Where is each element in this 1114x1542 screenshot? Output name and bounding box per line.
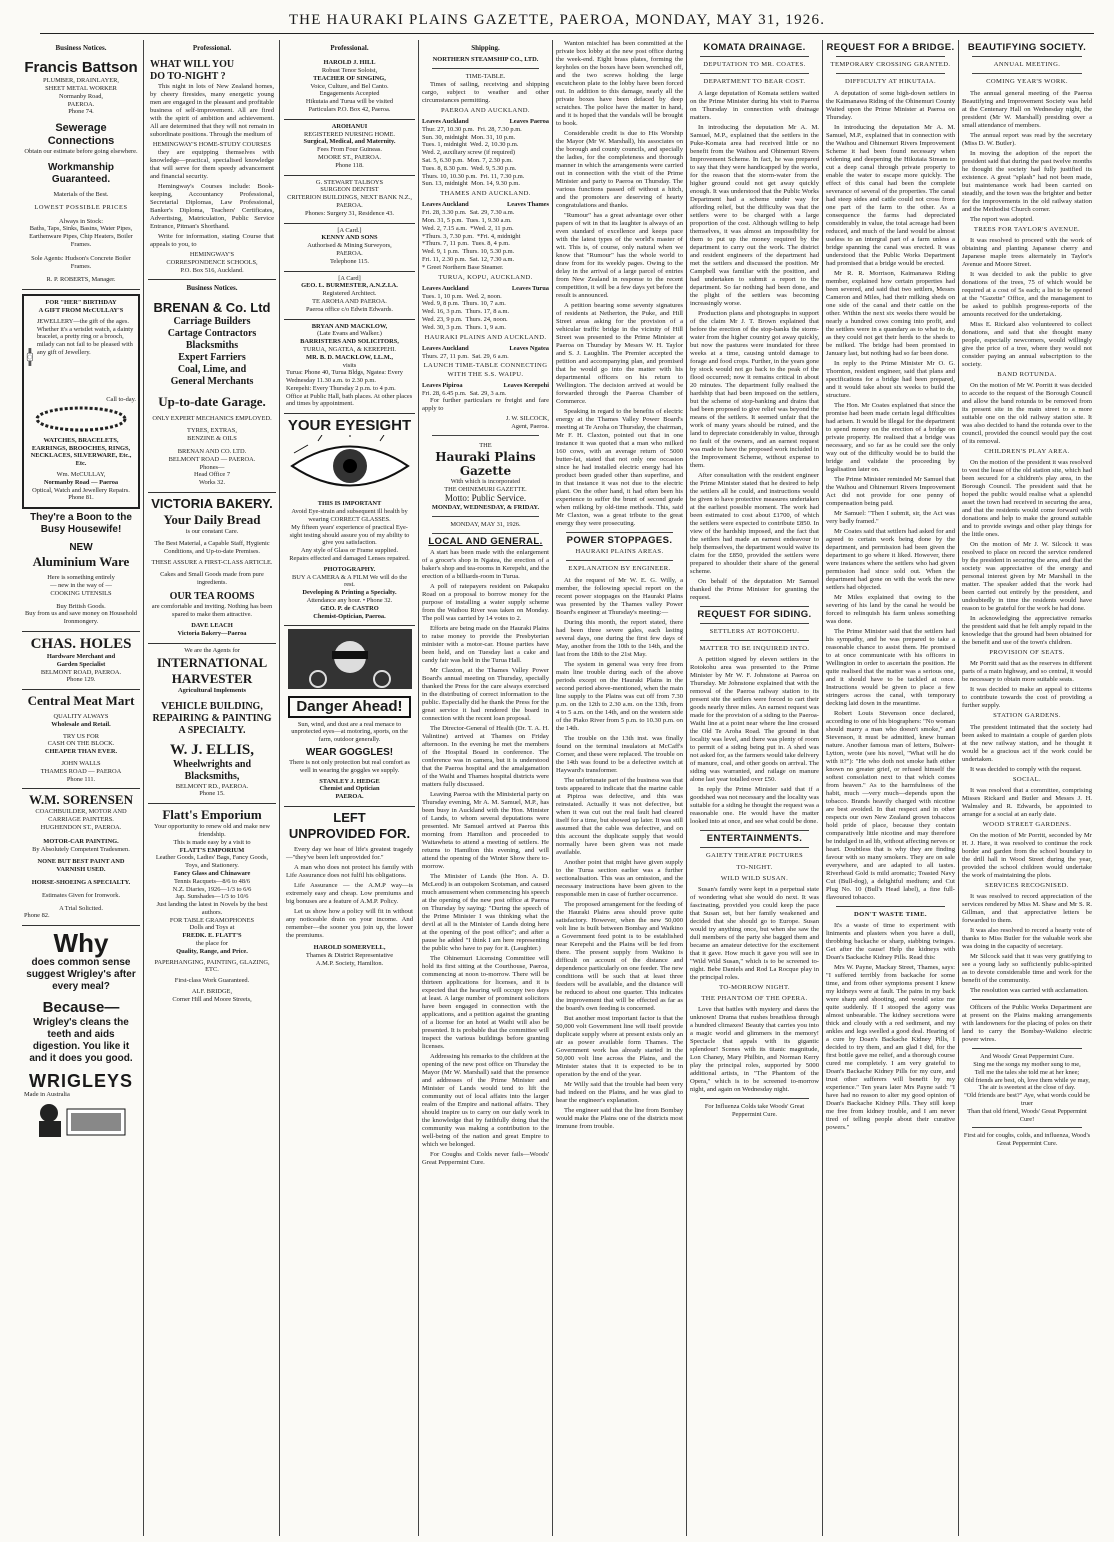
paragraph: Love that battles with mystery and dares the unknown! Drama that rushes breathless through a hundred climaxes! Beauty that carries you into a magic world and glimmers in the memory! Spectacle that appals with its gigantic splendour! Scenes with its titanic magnitude, Lon Chaney, Mary Philbin, and Norman Kerry play the principal roles, supported by 5000 additional artists, in "The Phantom of the Opera," which is to be screened to-morrow night, and again on Wednesday night. (690, 1006, 819, 1094)
arohanui-card: AROHANUI REGISTERED NURSING HOME. Surgical, Medical, and Maternity. Fees From Four Guineas. MOORE ST., PAEROA. Phone 118. (284, 120, 415, 176)
eyesight-ad: YOUR EYESIGHT THIS IS IMPORTANT Avoid Eye-strain and subsequent ill health by wearing CORRECT GLASSES. My fifteen years' experience of practical Eye-sight testing should assure you of my ability to give you satisfaction. Any style of Glass or Frame supplied. Repairs effected and damaged Lenses repaired. PHOTOGRAPHY. BUY A CAMERA & A FILM We will do the rest. Developing & Printing a Specialty. Attendance any hour. • Phone 32. GEO. P. de CASTRO Chemist-Optician, Paeroa. (284, 414, 415, 626)
timetable-row: Thurs. 10, 10.30 p.m. Fri. 11, 7.30 p.m. (422, 172, 525, 180)
paragraph: "Rumour" has a great advantage over other papers of wit in that its laughter is always of an even standard of excellence and keeps pace with the latest types of the world's master of wit. This is, of course, only natural when we know that "Rumour" has the whole world to draw from for its weekly pages. Owing to the delay in the arrival of a large parcel of entries from New Zealand in response to the recent competition, it will be a few days yet before the result is announced. (556, 212, 683, 299)
paragraph: On the motion of Mr W. Porritt it was decided to accede to the request of the Borough Council and allow the band rotunda to be removed from its present site in the main street to a more suitable one on the old railway station site. It was also decided to hand the rotunda over to the council, provided the council would pay the cost of its removal. (962, 382, 1092, 446)
doans-ad-article (826, 922, 955, 1132)
harvester-ad: We are the Agents for INTERNATIONAL HARVESTER Agricultural Implements VEHICLE BUILDING, REPAIRING & PAINTING A SPECIALTY. W. J. ELLIS, Wheelwrights and Blacksmiths, BELMONT RD., PAEROA. Phone 15. (148, 644, 276, 804)
trees-paragraphs (962, 237, 1092, 369)
timetable-row: Fri. 11, 2.30 p.m. Sat. 12, 7.30 a.m. (422, 255, 515, 263)
paragraph: Sing me the songs my mother sung to me, (973, 1061, 1081, 1069)
column-6: KOMATA DRAINAGE. DEPUTATION TO MR. COATES. DEPARTMENT TO BEAR COST. A large deputation of Komata settlers waited on the Prime Minister during his visit to Paeroa on Thursday in connection with drainage matters. In introducing the deputation Mr A. M. Samuel, M.P., explained that the settlers in the Puke-Komata area had received little or no benefit from the Waihou and Ohinemuri Rivers Improvement Scheme. In fact, he was prepared to say that they were handicapped by the works, for the reason that the storm-water from the higher ground could not get away quickly enough. It was understood that the Public Works Department had a scheme under way for affording relief, but the difficulty was that the settlers were to be charged with a large proportion of the cost. Although willing to help themselves, it was almost an impossibility for them to put up the money required by the department to carry out the work. The district and resident engineers of the department had met the settlers and discussed the position. Mr Campbell was familiar with the position, and had undertaken to submit a report to the department. So far nothing had been done, and the plight of the settlers was becoming increasingly worse. Production plans and photographs in support of the claim Mr J. T. Brown explained that before the erection of the stop-banks the storm-water from the higher country got away quickly, but now the pastures were inundated for three weeks at a time, causing untold damage to forage and food crops. Further, in the years gone by stock would not go back to the peak of the flood occurred; now it remains critical in about 20 minutes. The department fully realised the hardship that had been imposed on the settlers, but the scheme of stop-banking and drains that had been proposed to give relief was beyond the means of the settlers. It seemed unfair that the work of many years should be ruined, and the land to depreciate considerably in value, through no fault of the owners, and an earnest request was made to have the proposed work included in the Improvement Scheme, without expense to them. After consultation with the resident engineer the Prime Minister stated that he desired to help the settlers all he could, and instructions would be given to have protective measures undertaken at the earliest possible moment. The work had been estimated to cost about £1700, of which the settlers were expected to contribute £850. In view of the hardship imposed, and the fact that the settlers had made an earnest endeavour to help themselves, the department would waive its claim for the £850, provided the settlers were prepared to shoulder their share of the general scheme. On behalf of the deputation Mr Samuel thanked the Prime Minister for granting the request. REQUEST FOR SIDING. SETTLERS AT ROTOKOHU. MATTER TO BE INQUIRED INTO. A petition signed by eleven settlers in the Rotokohu area was presented to the Prime Minister by Mr W. F. Johnstone at Paeroa on Thursday. Mr Johnstone explained that with the removal of the Paeroa railway station to its present site the settlers were forced to cart their goods nearly three miles. An earnest request was made for the provision of a siding to the Paeroa-Waihi line at a point near where the line crossed the Old Te Aroha Road. The ground in that locality was level, and there was plenty of room to permit of a siding being put in. A shed was not asked for, as the farmers would take delivery of manure, coal, and other goods on arrival. The siding was warranted, and railage on manure alone last year totalled over £50. In reply the Prime Minister said that if a goodshed was not necessary and the locality was suitable for a siding he thought the request was a reasonable one. He would have the matter looked into at once, and see what could be done. ENTERTAINMENTS. GAIETY THEATRE PICTURES TO-NIGHT. WILD WILD SUSAN. Susan's family were kept in a perpetual state of wondering what she would do next. It was fascinating, provided you could keep the pace that Susan set, but her family weakened and decided that she should go to Europe. Susan would try anything once, but when she saw the dull members of the party she bagged them and became an amateur detective for the excitement that it gave. How much it gave you will see in "Wild Wild Susan," which is to be screened to-night. Bebe Daniels and Rod La Rocque play in the principal roles. TO-MORROW NIGHT. THE PHANTOM OF THE OPERA. Love that battles with mystery and dares the unknown! Drama that rushes breathless through a hundred climaxes! Beauty that carries you into a magic world and glimmers in the memory! Spectacle that appals with its gigantic splendour! Scenes with its titanic magnitude, Lon Chaney, Mary Philbin, and Norman Kerry play the principal roles, supported by 5000 additional artists, in "The Phantom of the Opera," which is to be screened to-morrow night, and again on Wednesday night. For Influenza Colds take Woods' Great Peppermint Cure. (690, 42, 819, 1119)
paragraph: The president intimated that the society had been asked to maintain a couple of garden plots at the new railway station, and he thought it would be a gracious act if the work could be undertaken. (962, 723, 1092, 763)
paragraph: Mr Samuel: "Then I submit, sir, the Act was very badly framed." (826, 509, 955, 525)
column-rule (418, 40, 419, 1536)
station-gardens-paragraphs (962, 724, 1092, 774)
paragraph: The Prime Minister reminded Mr Samuel that the Waihou and Ohinemuri Rivers Improvement Act did not provide for one penny of compensation being paid. (826, 475, 955, 507)
timetable-row: Tues. 1, midnight Wed. 2, 10.30 p.m. (422, 141, 519, 149)
article-heading: REQUEST FOR A BRIDGE. (826, 42, 955, 53)
paragraph: Wanton mischief has been committed at the private box lobby at the new post office during the week-end. Eight brass plates, forming the keyholes on the boxes have been wrenched off, and the two screws holding the large escutcheon plate to the lobby have been forced out. In addition to this damage, nearly all the private boxes have been defaced by deep scratches. The police have the matter in hand, and it is hoped that the vandals will be brought to book. (556, 40, 683, 127)
paragraph: The Minister of Lands (the Hon. A. D. McLeod) is an outspoken Scotsman, and caused much amusement when commencing his speech at the opening of the new post office at Paeroa on Thursday by saying: "During the speech of the Prime Minister I was thinking what the devil at all is the Minister of Lands doing here at the opening of the post office"; and after a pause he added "I think I am here representing the public who have to pay for it. (Laughter.) (422, 873, 549, 953)
timetable-row: Tues. 8, 8.30 p.m. Wed. 9, 5.30 p.m. (422, 164, 517, 172)
macklow-card: BRYAN AND MACKLOW, (Late Evans and Walker.) BARRISTERS AND SOLICITORS, TURUA, NGATEA, & KEREPEHI. MR. B. D. MACKLOW, LL.M., visits Turua: Phone 40, Turua Bldgs, Ngatea: Every Wednesday 11.30 a.m. to 2.30 p.m. Kerepehi: Every Thursday 2 p.m. to 4 p.m. Office at Public Hall, bath places. At other places and times by appointment. (284, 320, 415, 415)
paragraph: It was resolved that a committee, comprising Misses Rickard and Butler and Messrs J. H. Walmsley and R. Edwards, be appointed to arrange for a social at an early date. (962, 786, 1092, 818)
paragraph: Another point that might have given supply to the Turua section earlier was a further sectionalisation. This was an omission, and the necessary instructions have been given to the responsible men in case of further occurrence. (556, 858, 683, 898)
section-heading: Shipping. (471, 44, 500, 52)
victoria-bakery-ad: VICTORIA BAKERY. Your Daily Bread is our constant Care. The Best Material, a Capable Staff, Hygienic Conditions, and Up-to-date Premises. THESE ASSURE A FIRST-CLASS ARTICLE. Cakes and Small Goods made from pure ingredients. OUR TEA ROOMS are comfortable and inviting. Nothing has been spared to make them attractive. DAVE LEACH Victoria Bakery—Paeroa (148, 493, 276, 644)
sorensen-ad: W.M. SORENSEN COACHBUILDER, MOTOR AND CARRIAGE PAINTERS. HUGHENDON ST., PAEROA. MOTOR-CAR PAINTING. By Absolutely Competent Tradesmen. NONE BUT BEST PAINT AND VARNISH USED. HORSE-SHOEING A SPECIALTY. Estimates Given for Ironwork. A Trial Solicited. Phone 82. (22, 789, 140, 926)
paragraph: A start has been made with the enlargement of a grocer's shop in Ngatea, the erection of a baker's shop and tea-rooms in Kerepehi, and the erection of a billiards-room in Turua. (422, 549, 549, 581)
paragraph: In reply the Prime Minister said that if a goodshed was not necessary and the locality was suitable for a siding he thought the request was a reasonable one. He would have the matter looked into at once, and see what could be done. (690, 786, 819, 826)
amp-ad: LEFT UNPROVIDED FOR. Every day we hear of life's greatest tragedy—"they've been left unprovided for." A man who does not protect his family with Life Assurance does not fulfil his obligations. Life Assurance — the A.M.P way—is extremely easy and cheap. Low premiums and big bonuses are a feature of A.M.P. Policy. Let us show how a policy will fit in without any noticeable drain on your income. And remember—the sooner you join up, the lower the premiums. HAROLD SOMERVELL, Thames & District Representative A.M.P. Society, Hamilton. (286, 810, 413, 967)
bracelet-icon (31, 404, 131, 434)
paragraph: The Ohinemuri Licensing Committee will hold its first sitting at the Courthouse, Paeroa, commencing at noon to-morrow. There will be thirteen applications for licenses, and it is expected that the hearing will occupy two days at least. A large number of prominent solicitors have been engaged in connection with the applications, and a petition against the granting of a license for an hotel at Waihi will also be presented. It is probable that the committee will inspect the various buildings before granting licenses. (422, 955, 549, 1051)
wrigley-ad: Why does common sense suggest Wrigley's after every meal? Because— Wrigley's cleans the teeth and aids digestion. You like it and it does you good. WRIGLEYS Made in Australia (22, 926, 140, 1147)
paragraph: The resolution was carried with acclamation. (970, 987, 1089, 995)
paragraph: It was resolved to proceed with the work of obtaining and planting Japanese cherry and Japanese maple trees alternately in Taylor's Avenue and Moore Street. (962, 236, 1092, 268)
timetable-row: Wed. 9, 1 p.m. Thurs. 10, 5.30 p.m. (422, 248, 515, 256)
paragraph: It was decided to ask the public to give donations of the trees, 75 of which would be required at a cost of 5s each; a list to be opened at the "Gazette" Office, and the management to be asked to publish progress-reports of the amounts received for the undertaking. (962, 270, 1092, 318)
paragraph: Tell me the tales she told me at her knee; (974, 1068, 1080, 1076)
column-rule (143, 40, 144, 1536)
paragraph: Mr R. R. Morrison, Kaimanawa Riding member, explained how certain properties had been severed, and said that two settlers, Messrs Cameron and Miles, had their milking sheds on one side of the canal and their cattle on the other. Within the next six weeks there would be nearly a hundred cows coming into profit, and the settlers were in a quandary as to what to do, as they could not get their herds to the sheds to be milked. The bridge had been promised in January last, but nothing had so far been done. (826, 269, 955, 357)
paragraph: The proposed arrangement for the feeding of the Hauraki Plains area should prove quite satisfactory. However, when the new 50,000 volt line is built between Bombay and Waikino a Government feed point is to be established near Kerepehi and the Plains will be fed from there. The present supply from Waikino is difficult on account of the distance and dependence particularly on one feeder. The new conditions will be such that at least three feeders will be available, and the distance will be reduced to about one quarter. This indicates the improvement that will be effected as far as the board's own feeding is concerned. (556, 900, 683, 1012)
paragraph: On behalf of the deputation Mr Samuel thanked the Prime Minister for granting the request. (690, 577, 819, 601)
hill-card: HAROLD J. HILL Robust Tenor Soloist, TEACHER OF SINGING, Voice, Culture, and Bel Canto. Engagements Accepted Hikutaia and Turua will be visited Particulars P.O. Box 42, Paeroa. (284, 56, 415, 120)
timetable-turua (422, 293, 549, 332)
column-7: REQUEST FOR A BRIDGE. TEMPORARY CROSSING GRANTED. DIFFICULTY AT HIKUTAIA. A deputation of some high-down settlers in the Kaimanawa Riding of the Ohinemuri County Waited upon the Prime Minister at Paeroa on Thursday. In introducing the deputation Mr A. M. Samuel, M.P., explained that in connection with the Waihou and Ohinemuri Rivers Improvement Scheme it had been found necessary when widening and deepening the Hikutaia Stream to cut a deep canal through private property to enable the water to escape more quickly. The effect of this canal had been the complete severance of several of the properties. The canal had steep sides and cattle could not cross from one part of the farm to the other. As a consequence the farms had depreciated considerably in value, the total acreage had been reduced, and much of the land would be almost useless to an intergral part of a farm unless a bridge spanning the canal was erected. It was understood that the Public Works Department had promised that a bridge would be erected. Mr R. R. Morrison, Kaimanawa Riding member, explained how certain properties had been severed, and said that two settlers, Messrs Cameron and Miles, had their milking sheds on one side of the canal and their cattle on the other. Within the next six weeks there would be nearly a hundred cows coming into profit, and the settlers were in a quandary as to what to do, as they could not get their herds to the sheds to be milked. The bridge had been promised in January last, but nothing had so far been done. In reply to the Prime Minister Mr O. G. Thornton, resident engineer, said that plans and specifications for a bridge had been prepared, and it would take about six weeks to build the structure. The Hon. Mr Coates explained that since the promise had been made certain legal difficulties had arisen. It would be illegal for the department to spend money on the erection of a bridge on private property. He realised that a bridge was necessary, and so far as he could see the only way out of the difficulty would be to build the bridge and validate the proceeding by legalisation later on. The Prime Minister reminded Mr Samuel that the Waihou and Ohinemuri Rivers Improvement Act did not provide for one penny of compensation being paid. Mr Samuel: "Then I submit, sir, the Act was very badly framed." Mr Coates said that settlers had asked for and agreed to certain work being done by the department, and permission had been given the department to go where it liked. However, there were instances where the settlers who had given permission had since sold out. When the department had gone on with the work the new settlers had objected. Mr Miles explained that owing to the severing of his land by the canal he would be forced to relinquish his farm unless something was done. The Prime Minister said that the settlers had his sympathy, and he was prepared to take a reasonable chance to assist them. He promised to at once communicate with his officers in Wellington in order to ascertain the position. He quite realised that the matter was a serious one, and it should have to be tackled at once. Instructions would be given to place a few stringers across the canal, with temporary decking laid down in the meantime. Robert Louis Stevenson once declared, according to one of his biographers: "No woman should marry a man who doesn't smoke," and Stevenson, it must be admitted, knew human nature. Another famous man of letters, Bulwer-Lytton, wrote (see his novel, "What will he do with it?"): "He who doth not smoke hath either known no greater grief, or refused himself the softest consolation next to that which comes from heaven." As to the harmfulness of the habit, much —very much—depends upon the tobacco. Brands heavily charged with nicotine are best avoided. In that respect and in other respects our own New Zealand grown tobaccos hold pride of place, because they contain comparatively little nicotine and may therefore be indulged in ad lib, without affecting nerves or heart. Doubtless that is why they are finding favour with so many smokers. They are on sale everywhere, and are adapted to all tastes. Riverhead Gold is mild aromatic; Toasted Navy Cut (Bull-dog), a delightful medium; and Cut Plug No. 10 (Bull's Head label), a fine full-flavoured tobacco. DON'T WASTE TIME. It's a waste of time to experiment with liniments and plasters when you have a dull, throbbing backache or sharp, stabbing twinges. Get after the cause! Help the kidneys with Doan's Backache Kidney Pills. Read this: Mrs W. Payne, Mackay Street, Thames, says: "I suffered terribly from backache for some time, and from other symptoms present I knew my kidneys were at fault. The pains in my back were sharp and shooting, and would seize me quite suddenly. If I stooped the agony was almost unbearable. The kidney secretions were thick and cloudy with a red sediment, and my ankles and legs swelled a good deal. Hearing of a cure by Doan's Backache Kidney Pills, I decided to try them, and am glad I did, for the first bottle gave me relief, and a thorough course cured me completely. I am very grateful to Doan's Backache Kidney Pills for my cure, and trust other sufferers will benefit by my experience." Ten years later Mrs Payne said: "I have had no reason to alter my good opinion of Doan's Backache Kidney Pills. They still keep me free from kidney trouble, and I am never tired of telling people about their curative powers." (826, 42, 955, 1131)
paragraph: "Old friends are best?" Aye, what words could be truer (964, 1092, 1090, 1108)
bridge-article (826, 90, 955, 902)
paragraph: In reply to the Prime Minister Mr O. G. Thornton, resident engineer, said that plans and specifications for a bridge had been prepared, and it would take about six weeks to build the structure. (826, 359, 955, 399)
paragraph: Old friends are best, oh, love them while ye may, (964, 1076, 1090, 1084)
battson-ad: Francis Battson PLUMBER, DRAINLAYER, SHEET METAL WORKER Normanby Road, PAEROA. Phone 74. Sewerage Connections Obtain our estimate before going elsewhere. Workmanship Guaranteed. Materials of the Best. LOWEST POSSIBLE PRICES Always in Stock: Baths, Taps, Sinks, Basins, Water Pipes, Earthenware Pipes, Chip Heaters, Boiler Frames. Sole Agents: Hudson's Concrete Boiler Frames. R. P. ROBERTS, Manager. (22, 56, 140, 290)
paragraph: The system in general was very free from main line trouble during each of the above periods except on the Hauraki Plains in the second period above-mentioned, when the main line supply to the Plains was cut off from 7.30 p.m. on the 12th to 2.30 a.m. on the 13th, from 4 to 5 a.m. on the 14th, and on the western side of the Piako River from 5 p.m. to 10.30 p.m. on the 14th. (556, 660, 683, 732)
paragraph: A deputation of some high-down settlers in the Kaimanawa Riding of the Ohinemuri County Waited upon the Prime Minister at Paeroa on Thursday. (826, 89, 955, 121)
services-paragraphs (962, 893, 1092, 995)
paragraph: In introducing the deputation Mr A. M. Samuel, M.P., explained that in connection with the Waihou and Ohinemuri Rivers Improvement Scheme it had been found necessary when widening and deepening the Hikutaia Stream to cut a deep canal through private property to enable the water to escape more quickly. The effect of this canal had been the complete severance of several of the properties. The canal had steep sides and cattle could not cross from one part of the farm to the other. As a consequence the farms had depreciated considerably in value, the total acreage had been reduced, and much of the land would be almost useless to an intergral part of a farm unless a bridge spanning the canal was erected. It was understood that the Public Works Department had promised that a bridge would be erected. (826, 123, 955, 267)
paragraph: The engineer said that the line from Bombay would make the Plains one of the districts most immune from trouble. (556, 1106, 683, 1130)
paragraph: Production plans and photographs in support of the claim Mr J. T. Brown explained that before the erection of the stop-banks the storm-water from the higher country got away quickly, but now the pastures were inundated for three weeks at a time, causing untold damage to forage and food crops. Further, in the years gone by stock would not go back to the peak of the flood occurred; now it remains critical in about 20 minutes. The department fully realised the hardship that had been imposed on the settlers, but the scheme of stop-banking and drains that had been proposed to give relief was beyond the means of the settlers. It seemed unfair that the work of many years should be ruined, and the land to depreciate considerably in value, through no fault of the owners, and an earnest request was made to have the proposed work included in the Improvement Scheme, without expense to them. (690, 309, 819, 469)
timetable-row: Fri. 28, 3.30 p.m. Sat. 29, 7.30 a.m. (422, 209, 515, 217)
column-4: Shipping. NORTHERN STEAMSHIP CO., LTD. TIME-TABLE. Times of sailing, receiving and shipping cargo, subject to weather and other circumstances permitting. PAEROA AND AUCKLAND. Leaves Auckland Leaves Paeroa Thur. 27, 10.30 p.m. Fri. 28, 7.30 p.m. Sun. 30, midnight Mon. 31, 10 p.m. Tues. 1, midnight Wed. 2, 10.30 p.m. Wed. 2, auxiliary screw (if required) Sat. 5, 6.30 p.m. Mon. 7, 2.30 p.m. Tues. 8, 8.30 p.m. Wed. 9, 5.30 p.m. Thurs. 10, 10.30 p.m. Fri. 11, 7.30 p.m. Sun. 13, midnight Mon. 14, 9.30 p.m. THAMES AND AUCKLAND. Leaves Auckland Leaves Thames Fri. 28, 3.30 p.m. Sat. 29, 7.30 a.m. Mon. 31, 5 p.m. Tues. 1, 9.30 a.m. Wed. 2, 7.15 a.m. *Wed. 2, 11 p.m. *Thurs. 3, 7.30 p.m. *Fri. 4, midnight *Thurs. 7, 11 p.m. Tues. 8, 4 p.m. Wed. 9, 1 p.m. Thurs. 10, 5.30 p.m. Fri. 11, 2.30 p.m. Sat. 12, 7.30 a.m. * Greet Northern Base Steamer. TURUA, KOPU, AUCKLAND. Leaves Auckland Leaves Turua Tues. 1, 10 p.m. Wed. 2, noon. Wed. 9, 8 p.m. Thurs. 10, 7 a.m. Wed. 16, 3 p.m. Thurs. 17, 8 a.m. Wed. 23, 9 p.m. Thurs. 24, noon. Wed. 30, 3 p.m. Thurs. 1, 9 a.m. HAURAKI PLAINS AND AUCKLAND. Leaves Auckland Leaves Ngatea Thurs. 27, 11 p.m. Sat. 29, 6 a.m. LAUNCH TIME-TABLE CONNECTING WITH THE S.S. WAIPU. Leaves Pipiroa Leaves Kerepehi Fri. 28, 6.45 p.m. Sat. 29, 3 a.m. For further particulars re freight and fare apply to J. W. SILCOCK, Agent, Paeroa. THE Hauraki Plains Gazette With which is incorporated THE OHINEMURI GAZETTE. Motto: Public Service. MONDAY, WEDNESDAY, & FRIDAY. MONDAY, MAY 31, 1926. LOCAL AND GENERAL. A start has been made with the enlargement of a grocer's shop in Ngatea, the erection of a baker's shop and tea-rooms in Kerepehi, and the erection of a billiards-room in Turua. A poll of ratepayers resident on Pakapaku Road on a proposal to borrow money for the purpose of installing a water supply scheme from the Waihou River was taken on Monday. The poll was carried by 14 votes to 2. Efforts are being made on the Hauraki Plains to raise money to provide the Presbyterian minister with a motor-car. House parties have been held, and on Tuesday last a cake and candy fair was held in the Turua Hall. Mr Claxton, at the Thames Valley Power Board's annual meeting on Thursday, specially thanked the Press for the care always exercised in the distributing of correct information to the public. Especially did he thank the Press for the great service it had rendered the board in connection with the recent loan proposal. The Director-General of Health (Dr. T. A. H. Valintine) arrived at Thames on Friday afternoon. In the evening he met the members of the Hospital Board in conference. The conference was in camera, but it is understood that the Paeroa hospital and the amalgamation of the Waihi and Thames hospital districts were matters fully discussed. Leaving Paeroa with the Ministerial party on Thursday evening, Mr A. M. Samuel, M.P., has been busy in Auckland with the Hon. Minister of Lands, to whom several deputations were presented. Mr Samuel arrived at Paeroa this morning from Hamilton and proceeded to Waitawheta to attend a meeting of settlers. He returns to Hamilton this evening, and will attend the opening of the Winter Show there to-morrow. The Minister of Lands (the Hon. A. D. McLeod) is an outspoken Scotsman, and caused much amusement when commencing his speech at the opening of the new post office at Paeroa on Thursday by saying: "During the speech of the Prime Minister I was thinking what the devil at all is the Minister of Lands doing here at the opening of the post office"; and after a pause he added "I think I am here representing the public who have to pay for it. (Laughter.) The Ohinemuri Licensing Committee will hold its first sitting at the Courthouse, Paeroa, commencing at noon to-morrow. There will be thirteen applications for licenses, and it is expected that the hearing will occupy two days at least. A large number of prominent solicitors have been engaged in connection with the applications, and a petition against the granting of a license for an hotel at Waihi will also be presented. It is probable that the committee will inspect the various buildings before granting licenses. Addressing his remarks to the children at the opening of the new post office on Thursday the Mayor (Mr W. Marshall) said that the presence and addresses of the Prime Minister and Minister of Lands would tend to lift the community out of local affairs into the larger realm of the Empire and national affairs. They should inspire us to carry on our daily work in the knowledge that by faithfully doing that the community was making a contribution to the well-being of the nation and great Empire to which we belonged. For Coughs and Colds never fails—Woods' Great Peppermint Cure. (422, 44, 549, 1167)
paragraph: After consultation with the resident engineer the Prime Minister stated that he desired to help the settlers all he could, and instructions would be given to have protective measures undertaken at the earliest possible moment. The work had been estimated to cost about £1700, of which the settlers were expected to contribute £850. In view of the hardship imposed, and the fact that the settlers had made an earnest endeavour to help themselves, the department would waive its claim for the £850, provided the settlers were prepared to shoulder their share of the general scheme. (690, 471, 819, 575)
timetable-row: Mon. 31, 5 p.m. Tues. 1, 9.30 a.m. (422, 216, 512, 224)
play-area-paragraphs (962, 459, 1092, 647)
column-rule (686, 40, 687, 1536)
page-title: THE HAURAKI PLAINS GAZETTE, PAEROA, MONDAY, MAY 31, 1926. (288, 12, 826, 28)
paragraph: It's a waste of time to experiment with liniments and plasters when you have a dull, throbbing backache or sharp, stabbing twinges. Get after the cause! Help the kidneys with Doan's Backache Kidney Pills. Read this: (826, 921, 955, 961)
paragraph: Mr Coates said that settlers had asked for and agreed to certain work being done by the department, and permission had been given the department to go where it liked. However, there were instances where the settlers who had given permission had since sold out. When the department had gone on with the work the new settlers had objected. (826, 527, 955, 591)
timetable-row: Wed. 16, 3 p.m. Thurs. 17, 8 a.m. (422, 308, 510, 316)
article-heading: LOCAL AND GENERAL. (428, 535, 543, 547)
timetable-paeroa (422, 126, 549, 188)
paragraph: Efforts are being made on the Hauraki Plains to raise money to provide the Presbyterian minister with a motor-car. House parties have been held, and on Tuesday last a cake and candy fair was held in the Turua Hall. (422, 625, 549, 665)
paragraph: The Hon. Mr Coates explained that since the promise had been made certain legal difficulties had arisen. It would be illegal for the department to spend money on the erection of a bridge on private property. He realised that a bridge was necessary, and so far as he could see the only way out of the difficulty would be to build the bridge and validate the proceeding by legalisation later on. (826, 401, 955, 473)
paragraph: A petition bearing some seventy signatures of residents at Netherton, the Puke, and Hill Street areas asking for the provision of a vehicular traffic bridge in the vicinity of Hill Street was presented to the Prime Minister at Paeroa on Thursday by Messrs W. H. Taylor and S. J. Laughlin. The Premier accepted the petition and accompanying plan, and promised that he would go into the matter with his departmental officers on his return to Wellington. The decision arrived at would be forwarded through the Paeroa Chamber of Commerce. (556, 302, 683, 405)
rotunda-paragraphs (962, 382, 1092, 446)
paragraph: A poll of ratepayers resident on Pakapaku Road on a proposal to borrow money for the purpose of installing a water supply scheme from the Waihou River was taken on Monday. The poll was carried by 14 votes to 2. (422, 583, 549, 623)
article-heading: KOMATA DRAINAGE. (703, 42, 806, 53)
timetable-thames (422, 209, 549, 271)
paragraph: Mr Porritt said that as the reserves in different parts of a main highway, and so central, it would be necessary to obtain more suitable seats. (962, 660, 1092, 684)
column-5: Wanton mischief has been committed at the private box lobby at the new post office during the week-end. Eight brass plates, forming the keyholes on the boxes have been wrenched off, and the two screws holding the large escutcheon plate to the lobby have been forced out. In addition to this damage, nearly all the private boxes have been defaced by deep scratches. The police have the matter in hand, and it is hoped that the vandals will be brought to book. Considerable credit is due to His Worship the Mayor (Mr W. Marshall), his associates on the borough and county councils, and specially the ladies, for the completeness and thorough manner in which the arrangements were carried out in connection with the visit of the Prime Minister and party to Paeroa on Thursday. The various functions passed off without a hitch, and the promoters are deserving of hearty congratulations and thanks. "Rumour" has a great advantage over other papers of wit in that its laughter is always of an even standard of excellence and keeps pace with the latest types of the world's master of wit. This is, of course, only natural when we know that "Rumour" has the whole world to draw from for its weekly pages. Owing to the delay in the arrival of a large parcel of entries from New Zealand in response to the recent competition, it will be a few days yet before the result is announced. A petition bearing some seventy signatures of residents at Netherton, the Puke, and Hill Street areas asking for the provision of a vehicular traffic bridge in the vicinity of Hill Street was presented to the Prime Minister at Paeroa on Thursday by Messrs W. H. Taylor and S. J. Laughlin. The Premier accepted the petition and accompanying plan, and promised that he would go into the matter with his departmental officers on his return to Wellington. The decision arrived at would be forwarded through the Paeroa Chamber of Commerce. Speaking in regard to the benefits of electric energy at the Thames Valley Power Board's meeting at Te Aroha on Thursday, the chairman, Mr F. H. Claxton, pointed out that in one instance it was quoted that a man who milked 160 cows, with an average return of 5000 butter-fat, stated that not only one occasion since he had installed electric energy had his product been graded other than superfine, and in that instance it was not due to the electric plant. On the other hand, it had often been his experience to suffer the brunt of second grade when milking by old-time methods. This, said Mr Claxton, was a great tribute to the great energy they were prosecuting. POWER STOPPAGES. HAURAKI PLAINS AREAS. EXPLANATION BY ENGINEER. At the request of Mr W. E. G. Willy, a member, the following special report on the recent power stoppages on the Hauraki Plains was presented by the Thames valley Power Board's engineer at Thursday's meeting:— During this month, the report stated, there had been three severe gales, each lasting several days, one during the first few days of May, another from the 10th to the 14th, and the last from the 18th to the 21st May. The system in general was very free from main line trouble during each of the above periods except on the Hauraki Plains in the second period above-mentioned, when the main line supply to the Plains was cut off from 7.30 p.m. on the 12th to 2.30 a.m. on the 13th, from 4 to 5 a.m. on the 14th, and on the western side of the Piako River from 5 p.m. to 10.30 p.m. on the 14th. The trouble on the 13th inst. was finally found on the terminal insulators at McCaff's Corner, and these were replaced. The trouble on the 14th was found to be a defective switch at Hayward's transformer. The unfortunate part of the business was that tests appeared to indicate that the marine cable at Pipiroa was defective, and this was reinstated. Actually it was not defective, but when it was cut out the real fault had cleared itself for a time, but showed up later. It was still assumed that the cable was defective, and on this account the duplicate supply that would normally have been given was not made available. Another point that might have given supply to the Turua section earlier was a further sectionalisation. This was an omission, and the necessary instructions have been given to the responsible men in case of further occurrence. The proposed arrangement for the feeding of the Hauraki Plains area should prove quite satisfactory. However, when the new 50,000 volt line is built between Bombay and Waikino a Government feed point is to be established near Kerepehi and the Plains will be fed from there. The present supply from Waikino is difficult on account of the distance and dependence particularly on one feeder. The new conditions will be such that at least three feeders will be available, and the distance will be reduced to about one quarter. This indicates the improvement that will be effected as far as the board's own feeding is concerned. But another most important factor is that the 50,000 volt Government line will itself provide duplicate supply where at present exists only an air as power available form Thames. The Government work has already started in the 50,000 volt line across the Plains, and the Minister states that it is expected to be in operation by the end of the year. Mr Willy said that the trouble had been very bad indeed on the Plains, and he was glad to hear the engineer's explanation. The engineer said that the line from Bombay would make the Plains one of the districts most immune from trouble. (556, 40, 683, 1130)
social-paragraphs (962, 787, 1092, 819)
timetable-row: Sun. 13, midnight Mon. 14, 9.30 p.m. (422, 180, 520, 188)
public-works-paragraph (962, 1004, 1092, 1044)
paragraph: Addressing his remarks to the children at the opening of the new post office on Thursday the Mayor (Mr W. Marshall) said that the presence and addresses of the Prime Minister and Minister of Lands would tend to lift the community out of local affairs into the larger realm of the Empire and national affairs. They should inspire us to carry on our daily work in the knowledge that by faithfully doing that the community was making a contribution to the well-being of the nation and great Empire to which we belonged. (422, 1053, 549, 1149)
brenan-ad: BRENAN & Co. Ltd Carriage Builders Cartage Contractors Blacksmiths Expert Farriers Coal, Lime, and General Merchants Up-to-date Garage. ONLY EXPERT MECHANICS EMPLOYED. TYRES, EXTRAS, BENZINE & OILS BRENAN AND CO. LTD. BELMONT ROAD — PAEROA. Phones— Head Office 7 Works 32. (148, 297, 276, 493)
timetable-row: *Thurs. 3, 7.30 p.m. *Fri. 4, midnight (422, 232, 521, 240)
paragraph: Mr Silcock said that it was very gratifying to see a young lady so sufficiently public-spirited as to devote considerable time and work for the benefit of the community. (962, 953, 1092, 985)
paragraph: On the motion of Mr J. W. Silcock it was resolved to place on record the service rendered by the president in securing the area, and that the society was appreciative of the energy and personal interest given by Mr Marshall in the matter. The speaker added that the work had been carried out entirely by the president, and undoubtedly in time the residents would have reason to be grateful for the work he had done. (962, 541, 1092, 613)
timetable-row: Wed. 9, 8 p.m. Thurs. 10, 7 a.m. (422, 300, 506, 308)
eye-icon (288, 435, 412, 497)
column-rule (822, 40, 823, 1536)
timetable-row: Sat. 5, 6.30 p.m. Mon. 7, 2.30 p.m. (422, 156, 513, 164)
column-8: BEAUTIFYING SOCIETY. ANNUAL MEETING. COMING YEAR'S WORK. The annual general meeting of the Paeroa Beautifying and Improvement Society was held at the Centenary Hall on Wednesday night, the president (Mr W. Marshall) presiding over a small attendance of members. The annual report was read by the secretary (Miss D. W. Butler). In moving the adoption of the report the president said that during the past twelve months he thought the society had fully justified its existence. A great "splash" had not been made, but maintenance work had been carried on steadily, and the town was the brighter and better for the improvements in the old railway station and the Methodist Church corner. The report was adopted. TREES FOR TAYLOR'S AVENUE. It was resolved to proceed with the work of obtaining and planting Japanese cherry and Japanese maple trees alternately in Taylor's Avenue and Moore Street. It was decided to ask the public to give donations of the trees, 75 of which would be required at a cost of 5s each; a list to be opened at the "Gazette" Office, and the management to be asked to publish progress-reports of the amounts received for the undertaking. Miss E. Rickard also volunteered to collect donations, and said that she thought many people, especially newcomers, would willingly give the price of a tree, where they would not consider paying an annual subscription to the society. BAND ROTUNDA. On the motion of Mr W. Porritt it was decided to accede to the request of the Borough Council and allow the band rotunda to be removed from its present site in the main street to a more suitable one on the old railway station site. It was also decided to hand the rotunda over to the council, provided the council would pay the cost of its removal. CHILDREN'S PLAY AREA. On the motion of the president it was resolved to vest the lease of the old station site, which had been secured for a children's play area, in the Borough Council. The president said that he hoped the public would realise what a splendid asset the town had received in securing the area, and that the residents would come forward with donations and help to make the ground suitable and to provide swings and other play things for the little ones. On the motion of Mr J. W. Silcock it was resolved to place on record the service rendered by the president in securing the area, and that the society was appreciative of the energy and personal interest given by Mr Marshall in the matter. The speaker added that the work had been carried out entirely by the president, and undoubtedly in time the residents would have reason to be grateful for the work he had done. In acknowledging the appreciative remarks the president said that he felt amply repaid in the knowledge that the ground had been obtained for the benefit and use of the town's children. PROVISION OF SEATS. Mr Porritt said that as the reserves in different parts of a main highway, and so central, it would be necessary to obtain more suitable seats. It was decided to make an appeal to citizens to contribute towards the cost of providing a further supply. STATION GARDENS. The president intimated that the society had been asked to maintain a couple of garden plots at the new railway station, and he thought it would be a gracious act if the work could be undertaken. It was decided to comply with the request. SOCIAL. It was resolved that a committee, comprising Misses Rickard and Butler and Messrs J. H. Walmsley and R. Edwards, be appointed to arrange for a social at an early date. WOOD STREET GARDENS. On the motion of Mr Porritt, seconded by Mr H. J. Hare, it was resolved to continue the rock border and garden from the school boundary to the drill hall in Wood Street during the year, provided the school children would undertake the work of maintaining the plots. SERVICES RECOGNISED. It was resolved to record appreciation of the services rendered by Miss M. Shaw and Mr S. R. Gillman, and that appreciative letters be forwarded to them. It was also resolved to record a hearty vote of thanks to Miss Butler for the valuable work she was doing in the capacity of secretary. Mr Silcock said that it was very gratifying to see a young lady so sufficiently public-spirited as to devote considerable time and work for the benefit of the community. The resolution was carried with acclamation. Officers of the Public Works Department are at present on the Plains making arrangements with landowners for the placing of poles on their land to carry the Bombay-Waikino electric power wires. And Woods' Great Peppermint Cure. Sing me the songs my mother sung to me, Tell me the tales she told me at her knee; Old friends are best, oh, love them while ye may, The air is sweetest at the close of day. "Old friends are best?" Aye, what words could be truer Than that old friend, Woods' Great Peppermint Cure! First aid for coughs, colds, and influenza, Wood's Great Peppermint Cure. (962, 42, 1092, 1148)
news-paragraphs (556, 40, 683, 528)
article-heading: REQUEST FOR SIDING. (697, 608, 812, 620)
paragraph: Than that old friend, Woods' Great Peppermint Cure! (967, 1107, 1087, 1123)
kenny-card: [A Card.] KENNY AND SONS Authorised & Mining Surveyors, PAEROA. Telephone 115. (284, 224, 415, 272)
timetable-hauraki (422, 353, 549, 361)
timetable-row: Wed. 2, auxiliary screw (if required) (422, 149, 515, 157)
masthead (0, 0, 1114, 40)
paragraph: Robert Louis Stevenson once declared, according to one of his biographers: "No woman should marry a man who doesn't smoke," and Stevenson, it must be admitted, knew human nature. Another famous man of letters, Bulwer-Lytton, wrote (see his novel, "What will he do with it?"): "He who doth not smoke hath either known no greater grief, or refused himself the softest consolation next to that which comes from heaven." As to the harmfulness of the habit, much —very much—depends upon the tobacco. Brands heavily charged with nicotine are best avoided. In that respect and in other respects our own New Zealand grown tobaccos hold pride of place, because they contain comparatively little nicotine and may therefore be indulged in ad lib, without affecting nerves or heart. Doubtless that is why they are finding favour with so many smokers. They are on sale everywhere, and are adapted to all tastes. Riverhead Gold is mild aromatic; Toasted Navy Cut (Bull-dog), a delightful medium; and Cut Plug No. 10 (Bull's Head label), a fine full-flavoured tobacco. (826, 709, 955, 901)
timetable-row: Sun. 30, midnight Mon. 31, 10 p.m. (422, 133, 516, 141)
entertainments-article-2 (690, 1006, 819, 1094)
paragraph: But another most important factor is that the 50,000 volt Government line will itself provide duplicate supply where at present exists only an air as power available form Thames. The Government work has already started in the 50,000 volt line across the Plains, and the Minister states that it is expected to be in operation by the end of the year. (556, 1014, 683, 1078)
motorcyclist-image (288, 629, 412, 689)
section-heading: Business Notices. (186, 284, 238, 293)
section-heading: Professional. (192, 44, 232, 52)
local-general-article (422, 549, 549, 1167)
paragraph: The annual report was read by the secretary (Miss D. W. Butler). (962, 131, 1092, 147)
komata-article (690, 90, 819, 602)
paragraph: The Director-General of Health (Dr. T. A. H. Valintine) arrived at Thames on Friday afternoon. In the evening he met the members of the Hospital Board in conference. The conference was in camera, but it is understood that the Paeroa hospital and the amalgamation of the Waihi and Thames hospital districts were matters fully discussed. (422, 725, 549, 789)
holes-ad: CHAS. HOLES Hardware Merchant and Garden Specialist BELMONT ROAD, PAEROA. Phone 129. (22, 632, 140, 690)
paragraph: It was also resolved to record a hearty vote of thanks to Miss Butler for the valuable work she was doing in the capacity of secretary. (962, 927, 1092, 951)
paragraph: Mr Miles explained that owing to the severing of his land by the canal he would be forced to relinquish his farm unless something was done. (826, 593, 955, 625)
timetable-row: Fri. 28, 6.45 p.m. Sat. 29, 3 a.m. (422, 389, 507, 397)
paragraph: During this month, the report stated, there had been three severe gales, each lasting several days, one during the first few days of May, another from the 10th to the 14th, and the last from the 18th to the 21st May. (556, 618, 683, 658)
timetable-row: *Thurs. 7, 11 p.m. Tues. 8, 4 p.m. (422, 240, 510, 248)
paragraph: The unfortunate part of the business was that tests appeared to indicate that the marine cable at Pipiroa was defective, and this was reinstated. Actually it was not defective, but when it was cut out the real fault had cleared itself for a time, but showed up later. It was still assumed that the cable was defective, and on this account the duplicate supply that would normally have been given was not made available. (556, 776, 683, 856)
paragraph: The air is sweetest at the close of day. (978, 1084, 1076, 1092)
advertiser-name: Francis Battson (24, 59, 138, 77)
paragraph: It was decided to comply with the request. (970, 765, 1082, 773)
timetable-row: Wed. 30, 3 p.m. Thurs. 1, 9 a.m. (422, 323, 506, 331)
paragraph: Mr Claxton, at the Thames Valley Power Board's annual meeting on Thursday, specially thanked the Press for the care always exercised in the distributing of correct information to the public. Especially did he thank the Press for the great service it had rendered the board in connection with the recent loan proposal. (422, 667, 549, 723)
article-heading: BEAUTIFYING SOCIETY. (967, 42, 1087, 53)
timetable-launch (422, 390, 549, 398)
hemingway-ad: WHAT WILL YOU DO TO-NIGHT ? This night in lots of New Zealand homes, by cheery firesides, many energetic young men are engaged in the pleasant and profitable business of self-improvement. All are fired with the spirit of ambition and achievement. All are determined that they will not remain in subordinate positions. Through the medium of HEMINGWAY'S HOME-STUDY COURSES they are equipping themselves with knowledge—practical, specialised knowledge that will serve for them speedy advancement and financial security. Hemingway's Courses include: Book-keeping, Accountancy Professional, Secretarial Diplomas, Law Professional, Banker's Diploma, Teachers' Certificates, Advertising, Matriculation, Public Service Entrance, Pitman's Shorthand. Write for information, stating Course that appeals to you, to HEMINGWAY'S CORRESPONDENCE SCHOOLS, P.O. Box 516, Auckland. (148, 56, 276, 280)
timetable-row: * Greet Northern Base Steamer. (422, 263, 504, 271)
article-heading: POWER STOPPAGES. (566, 535, 673, 546)
paragraph: The Prime Minister said that the settlers had his sympathy, and he was prepared to take a reasonable chance to assist them. He promised to at once communicate with his officers in Wellington in order to ascertain the position. He quite realised that the matter was a serious one, and it should have to be tackled at once. Instructions would be given to place a few stringers across the canal, with temporary decking laid down in the meantime. (826, 627, 955, 707)
paragraph: On the motion of the president it was resolved to vest the lease of the old station site, which had been secured for a children's play area, in the Borough Council. The president said that he hoped the public would realise what a splendid asset the town had received in securing the area, and that the residents would come forward with donations and help to make the ground suitable and to provide swings and other play things for the little ones. (962, 459, 1092, 539)
seats-paragraphs (962, 660, 1092, 710)
paragraph: Speaking in regard to the benefits of electric energy at the Thames Valley Power Board's meeting at Te Aroha on Thursday, the chairman, Mr F. H. Claxton, pointed out that in one instance it was quoted that a man who milked 160 cows, with an average return of 5000 butter-fat, stated that not only one occasion since he had installed electric energy had his product been graded other than superfine, and in that instance it was not due to the electric plant. On the other hand, it had often been his experience to suffer the brunt of second grade when milking by old-time methods. This, said Mr Claxton, was a great tribute to the great energy they were prosecuting. (556, 408, 683, 527)
timetable-row: Wed. 23, 9 p.m. Thurs. 24, noon. (422, 315, 508, 323)
meat-mart-ad: Central Meat Mart QUALITY ALWAYS Wholesale and Retail. TRY US FOR CASH ON THE BLOCK. CHEAPER THAN EVER. JOHN WALLS THAMES ROAD — PAEROA Phone 111. (22, 690, 140, 789)
paragraph: Mr Willy said that the trouble had been very bad indeed on the Plains, and he was glad to hear the engineer's explanation. (556, 1080, 683, 1104)
article-heading: ENTERTAINMENTS. (706, 833, 803, 845)
paragraph: At the request of Mr W. E. G. Willy, a member, the following special report on the recent power stoppages on the Hauraki Plains was presented by the Thames valley Power Board's engineer at Thursday's meeting:— (556, 576, 683, 616)
column-rule (279, 40, 280, 1536)
mccullay-ad: FOR "HER" BIRTHDAY A GIFT FROM McCULLAY'S JEWELLERY—the gift of the ages. Whether it's a wristlet watch, a dainty bracelet, a pretty ring or a brooch, milady can not fail to be pleased with any gift of Jewellery. Call to-day. WATCHES, BRACELETS, EARRINGS, BROOCHES, RINGS, NECKLACES, SILVERWARE, Etc., Etc. Wm. McCULLAY, Normanby Road — Paeroa Optical, Watch and Jewellery Repairs. Phone 81. (22, 294, 140, 509)
paragraph: In acknowledging the appreciative remarks the president said that he felt amply repaid in the knowledge that the ground had been obtained for the benefit and use of the town's children. (962, 615, 1092, 647)
wristwatch-icon (26, 318, 34, 396)
paragraph: A large deputation of Komata settlers waited on the Prime Minister during his visit to Paeroa on Thursday in connection with drainage matters. (690, 89, 819, 121)
power-stoppages-article (556, 577, 683, 1131)
section-heading: Business Notices. (55, 44, 107, 52)
column-1 (22, 40, 140, 1536)
siding-article (690, 656, 819, 826)
newspaper-nameplate: Hauraki Plains Gazette (435, 449, 536, 478)
society-article (962, 90, 1092, 224)
goggles-ad: Danger Ahead! Sun, wind, and dust are a real menace to unprotected eyes—at motoring, sports, on the farm, outdoor generally. WEAR GOGGLES! There is not only protection but real comfort as well in wearing the goggles we supply. STANLEY J. HEDGE Chemist and Optician PAEROA. (284, 626, 415, 807)
paragraph: The trouble on the 13th inst. was finally found on the terminal insulators at McCaff's Corner, and these were replaced. The trouble on the 14th was found to be a defective switch at Hayward's transformer. (556, 734, 683, 774)
paragraph: Miss E. Rickard also volunteered to collect donations, and said that she thought many people, especially newcomers, would willingly give the price of a tree, where they would not consider paying an annual subscription to the society. (962, 320, 1092, 368)
paragraph: In moving the adoption of the report the president said that during the past twelve months he thought the society had fully justified its existence. A great "splash" had not been made, but maintenance work had been carried on steadily, and the town was the brighter and better for the improvements in the old railway station and the Methodist Church corner. (962, 149, 1092, 213)
flatt-emporium-ad: Flatt's Emporium Your opportunity to renew old and make new friendship. This is made easy by a visit to FLATT'S EMPORIUM Leather Goods, Ladies' Bags, Fancy Goods, Toys, and Stationery. Fancy Glass and Chinaware Tennis Racquets—8/6 to 48/6 N.Z. Diaries, 1926—1/3 to 6/6 Jap. Sunshades—1/3 to 10/6 Just landing the latest in Novels by the best authors. FOR TABLE GRAMOPHONES Dolls and Toys at FREDK. E. FLATT'S the place for Quality, Range, and Price. PAPERHANGING, PAINTING, GLAZING, ETC. First-class Work Guaranteed. ALF. BRIDGE, Corner Hill and Moore Streets, (154, 807, 270, 1003)
chewing-gum-pack-icon (31, 1099, 131, 1139)
timetable-row: Wed. 2, 7.15 a.m. *Wed. 2, 11 p.m. (422, 224, 514, 232)
paragraph: A petition signed by eleven settlers in the Rotokohu area was presented to the Prime Minister by Mr W. F. Johnstone at Paeroa on Thursday. Mr Johnstone explained that with the removal of the Paeroa railway station to its present site the settlers were forced to cart their goods nearly three miles. An earnest request was made for the provision of a siding to the Paeroa-Waihi line at a point near where the line crossed the Old Te Aroha Road. The ground in that locality was level, and there was plenty of room to permit of a siding being put in. A shed was not asked for, as the farmers would take delivery of manure, coal, and other goods on arrival. The siding was warranted, and railage on manure alone last year totalled over £50. (690, 656, 819, 784)
paragraph: It was decided to make an appeal to citizens to contribute towards the cost of providing a further supply. (962, 686, 1092, 710)
wood-street-paragraphs (962, 832, 1092, 880)
paragraph: Leaving Paeroa with the Ministerial party on Thursday evening, Mr A. M. Samuel, M.P., has been busy in Auckland with the Hon. Minister of Lands, to whom several deputations were presented. Mr Samuel arrived at Paeroa this morning from Hamilton and proceeded to Waitawheta to attend a meeting of settlers. He returns to Hamilton this evening, and will attend the opening of the Winter Show there to-morrow. (422, 791, 549, 871)
entertainments-article (690, 886, 819, 982)
burmester-card: [A Card] GEO. L. BURMESTER, A.N.Z.I.A. Registered Architect. TE AROHA AND PAEROA. Paeroa office c/o Edwin Edwards. (284, 272, 415, 320)
paragraph: In introducing the deputation Mr A. M. Samuel, M.P., explained that the settlers in the Puke-Komata area had received little or no benefit from the Waihou and Ohinemuri Rivers Improvement Scheme. In fact, he was prepared to say that they were handicapped by the works, for the reason that the storm-water from the higher ground could not get away quickly enough. It was understood that the Public Works Department had a scheme under way for affording relief, but the difficulty was that the settlers were to be charged with a large proportion of the cost. Although willing to help themselves, it was almost an impossibility for them to put up the money required by the department to carry out the work. The district and resident engineers of the department had met the settlers and discussed the position. Mr Campbell was familiar with the position, and had undertaken to submit a report to the department. So far nothing had been done, and the plight of the settlers was becoming increasingly worse. (690, 123, 819, 307)
paragraph: On the motion of Mr Porritt, seconded by Mr H. J. Hare, it was resolved to continue the rock border and garden from the school boundary to the drill hall in Wood Street during the year, provided the school children would undertake the work of maintaining the plots. (962, 832, 1092, 880)
timetable-row: Tues. 1, 10 p.m. Wed. 2, noon. (422, 292, 502, 300)
paragraph: The report was adopted. (970, 215, 1034, 223)
peppermint-poem (962, 1061, 1092, 1123)
masthead-rule (40, 33, 1094, 34)
paragraph: Susan's family were kept in a perpetual state of wondering what she would do next. It was fascinating, provided you could keep the pace that Susan set, but her family weakened and decided that she should go to Europe. Susan would try anything once, but when she saw the dull members of the party she bagged them and became an amateur detective for the excitement that it gave. How much it gave you will see in "Wild Wild Susan," which is to be screened to-night. Bebe Daniels and Rod La Rocque play in the principal roles. (690, 886, 819, 982)
paragraph: Officers of the Public Works Department are at present on the Plains making arrangements with landowners for the placing of poles on their land to carry the Bombay-Waikino electric power wires. (962, 1004, 1092, 1044)
timetable-row: Thurs. 27, 11 p.m. Sat. 29, 6 a.m. (422, 352, 509, 360)
column-3 (284, 40, 415, 1536)
paragraph: Mrs W. Payne, Mackay Street, Thames, says: "I suffered terribly from backache for some time, and from other symptoms present I knew my kidneys were at fault. The pains in my back were sharp and shooting, and would seize me quite suddenly. If I stooped the agony was almost unbearable. The kidney secretions were thick and cloudy with a red sediment, and my ankles and legs swelled a good deal. Hearing of a cure by Doan's Backache Kidney Pills, I decided to try them, and am glad I did, for the first bottle gave me relief, and a thorough course cured me completely. I am very grateful to Doan's Backache Kidney Pills for my cure, and trust other sufferers will benefit by my experience." Ten years later Mrs Payne said: "I have had no reason to alter my good opinion of Doan's Backache Kidney Pills. They still keep me free from kidney trouble, and I am never tired of telling people about their curative powers." (826, 963, 955, 1131)
talboys-card: G. STEWART TALBOYS SURGEON DENTIST CRITERION BUILDINGS, NEXT BANK N.Z., PAEROA. Phones: Surgery 31, Residence 43. (284, 176, 415, 224)
column-rule (552, 40, 553, 1536)
paragraph: The annual general meeting of the Paeroa Beautifying and Improvement Society was held at the Centenary Hall on Wednesday night, the president (Mr W. Marshall) presiding over a small attendance of members. (962, 89, 1092, 129)
column-2 (148, 40, 276, 1536)
paragraph: For Coughs and Colds never fails—Woods' Great Peppermint Cure. (422, 1151, 549, 1167)
column-rule (958, 40, 959, 1536)
timetable-row: Thur. 27, 10.30 p.m. Fri. 28, 7.30 p.m. (422, 125, 522, 133)
aluminium-ad: They're a Boon to the Busy Housewife! NEW Aluminium Ware Here is something entirely — new in the way of — COOKING UTENSILS Buy British Goods. Buy from us and save money on Household Ironmongery. (22, 509, 140, 632)
section-heading: Professional. (330, 44, 369, 52)
paragraph: It was resolved to record appreciation of the services rendered by Miss M. Shaw and Mr S. R. Gillman, and that appreciative letters be forwarded to them. (962, 893, 1092, 925)
paragraph: Considerable credit is due to His Worship the Mayor (Mr W. Marshall), his associates on the borough and county councils, and specially the ladies, for the completeness and thorough manner in which the arrangements were carried out in connection with the visit of the Prime Minister and party to Paeroa on Thursday. The various functions passed off without a hitch, and the promoters are deserving of hearty congratulations and thanks. (556, 130, 683, 209)
